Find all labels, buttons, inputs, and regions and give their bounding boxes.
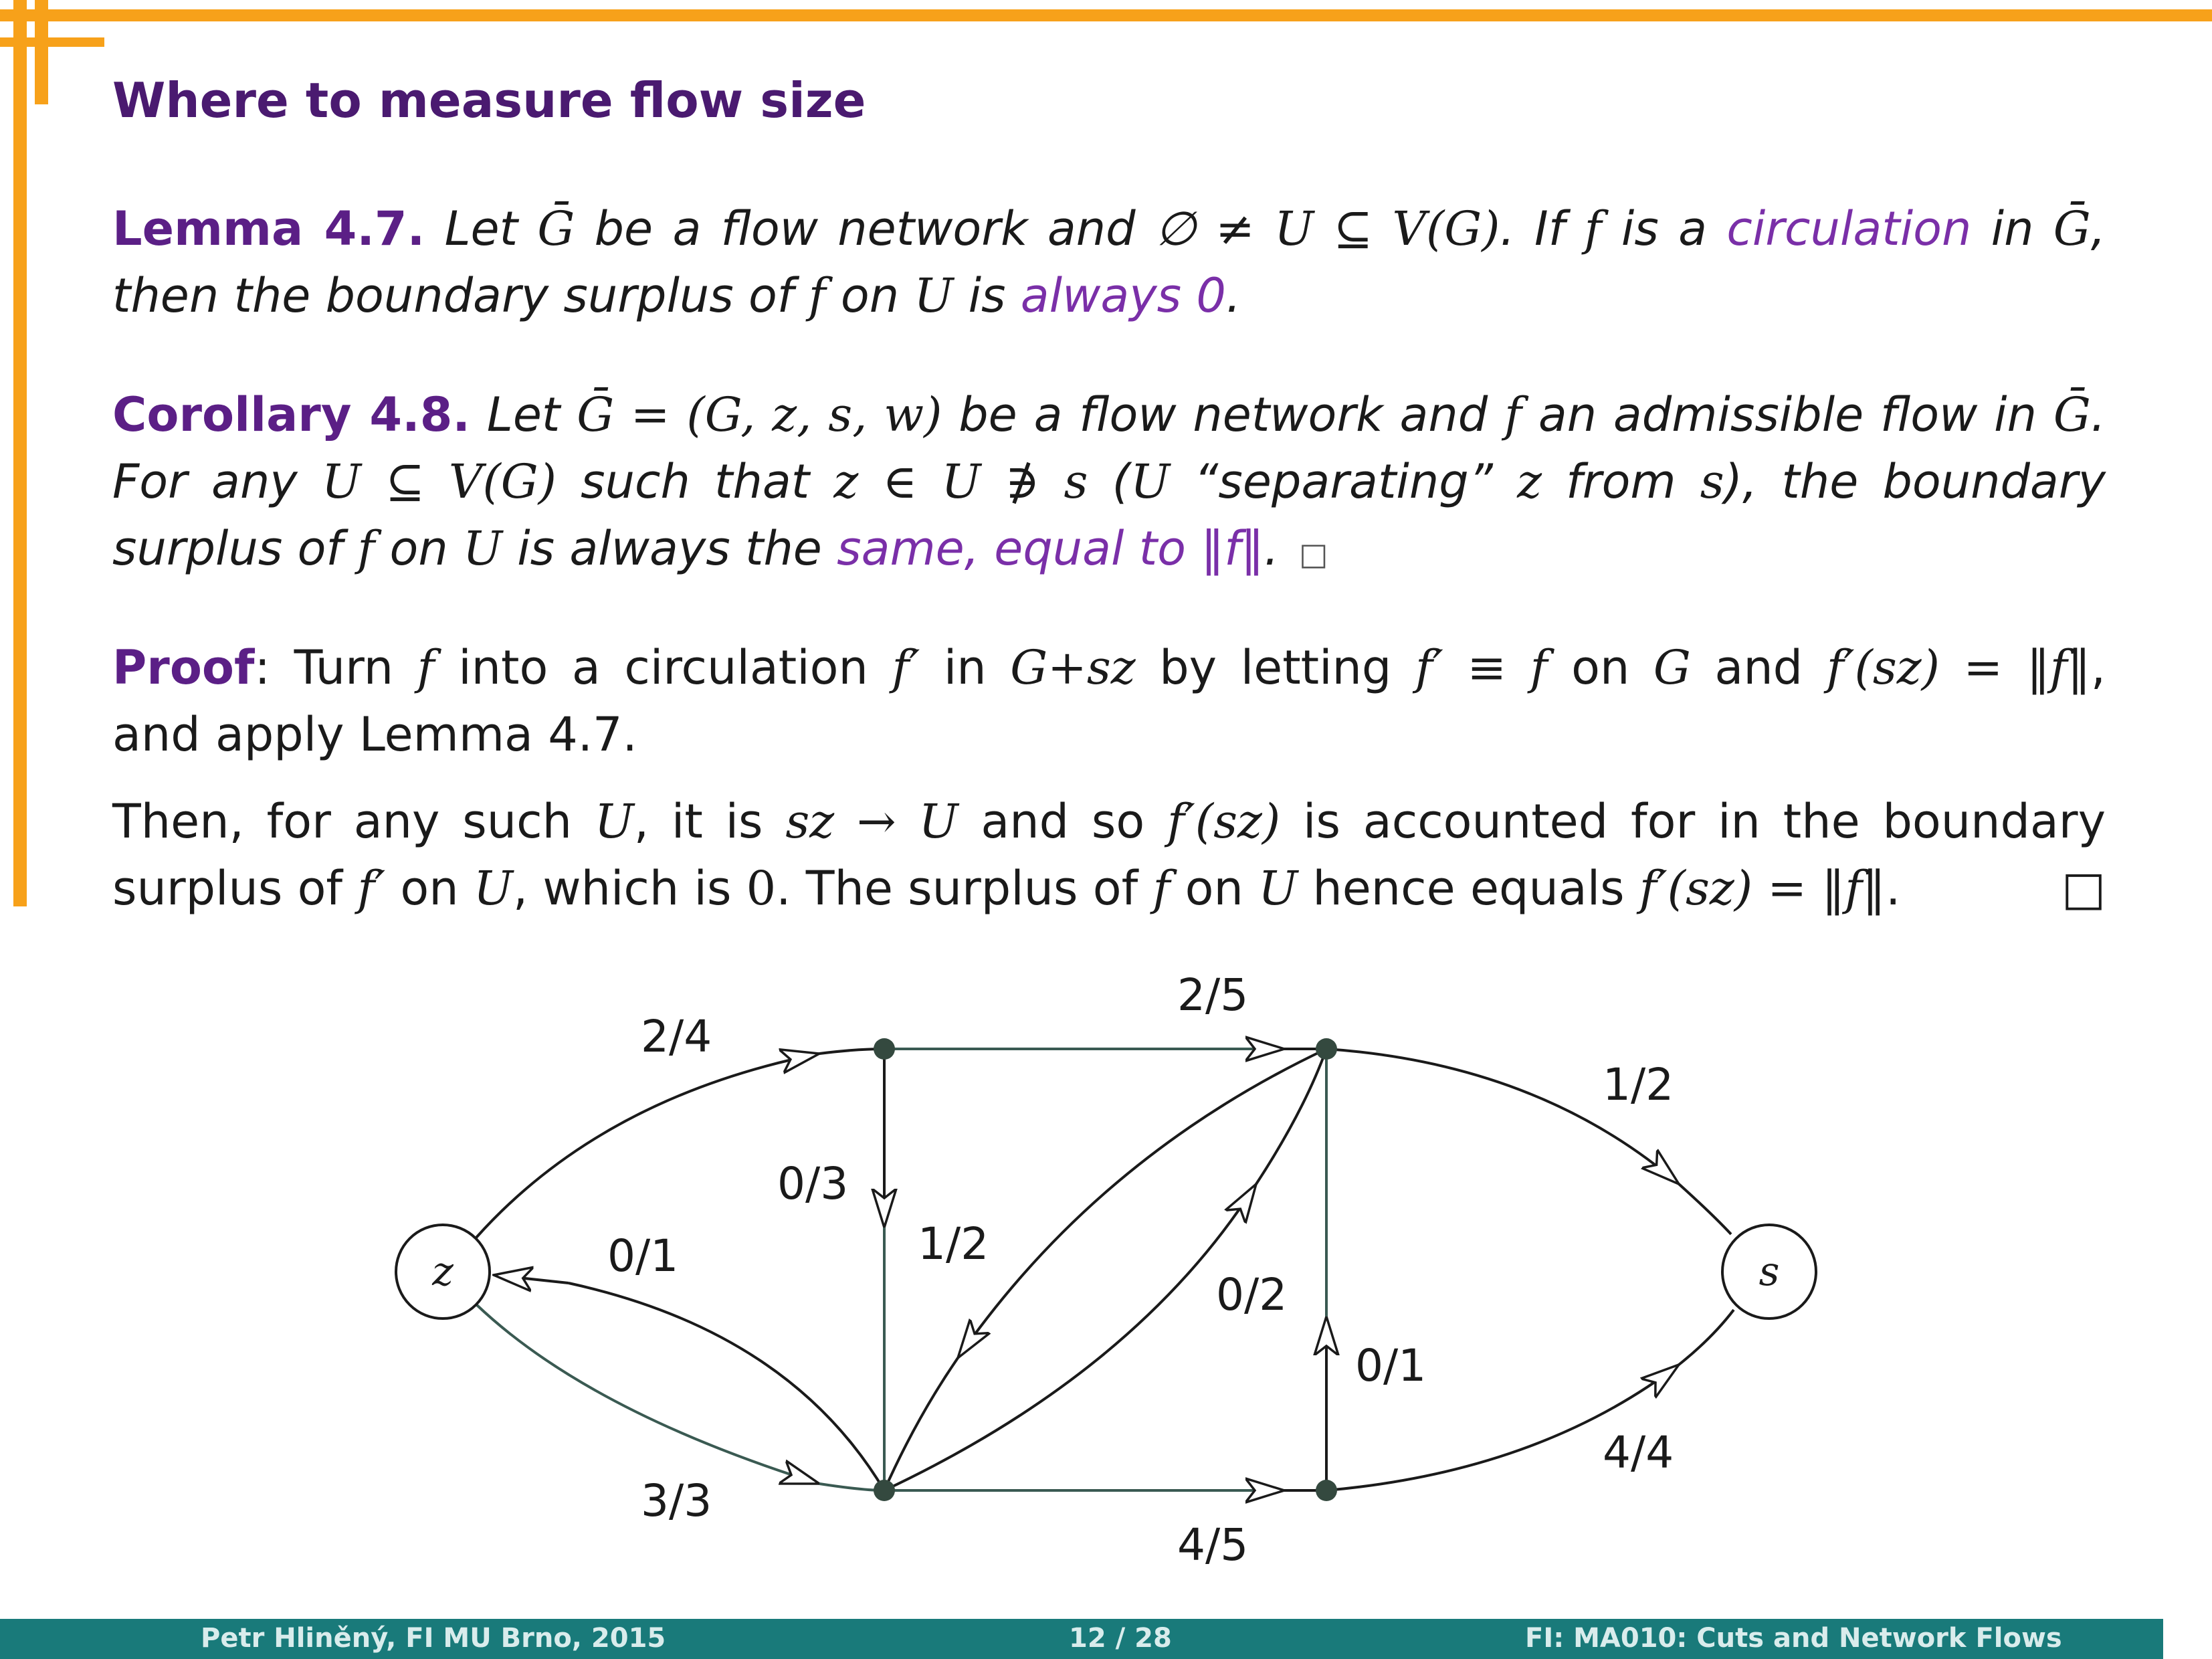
edge-label-b-z: 0/1: [607, 1230, 679, 1282]
lemma-highlight: always 0: [1020, 268, 1226, 323]
proof-text: on: [1170, 861, 1259, 916]
corollary-text: be a flow network and: [942, 387, 1505, 442]
lemma-label: Lemma 4.7.: [112, 201, 425, 256]
proof-text: on: [385, 861, 474, 916]
lemma-text: on: [825, 268, 914, 323]
vertex-a: [874, 1038, 895, 1060]
proof-label: Proof: [112, 640, 255, 695]
proof-math: U: [473, 861, 513, 916]
proof-text: hence equals: [1298, 861, 1639, 916]
proof-qed-icon: □: [2061, 861, 2106, 916]
proof-math: f: [417, 640, 435, 695]
lemma-text: Let: [444, 201, 538, 256]
proof-text: . The surplus of: [776, 861, 1153, 916]
proof-math: U: [1258, 861, 1298, 916]
corollary-math: s: [1700, 454, 1724, 509]
edge-label-a-b: 0/3: [777, 1158, 849, 1209]
proof-math: 0: [746, 861, 777, 916]
footer-bar: [0, 1619, 2163, 1659]
edge-label-b-c: 0/2: [1216, 1269, 1288, 1321]
vertex-c: [1316, 1038, 1337, 1060]
edge-label-c-s: 1/2: [1603, 1059, 1674, 1110]
proof-text: : Turn: [254, 640, 417, 695]
corollary-math: U: [1130, 454, 1170, 509]
lemma-math: ∅ ≠ U ⊆ V(G): [1154, 201, 1500, 256]
vertex-s-label: s: [1758, 1248, 1780, 1295]
corollary-text: such that: [557, 454, 834, 509]
edge-d-s-tail: [1679, 1310, 1734, 1365]
edge-label-z-b: 3/3: [641, 1475, 712, 1527]
edge-label-c-b: 1/2: [918, 1218, 989, 1270]
edge-z-b: [476, 1304, 819, 1484]
proof-math: f′(sz) = ‖f‖: [1639, 861, 1886, 916]
lemma-text: .: [1225, 268, 1241, 323]
corollary-math: f: [357, 521, 375, 576]
edge-b-c-tail: [1256, 1049, 1326, 1184]
proof-text: , it is: [633, 794, 786, 849]
footer-author: Petr Hliněný, FI MU Brno, 2015: [201, 1623, 666, 1654]
proof-text: and so: [958, 794, 1167, 849]
lemma-highlight: circulation: [1726, 201, 1972, 256]
corollary-math: z: [1517, 454, 1542, 509]
proof-math: G: [1653, 640, 1691, 695]
proof-text: into a circulation: [434, 640, 892, 695]
lemma-text: then the boundary surplus of: [112, 268, 809, 323]
lemma-text: be a flow network and: [575, 201, 1155, 256]
lemma-text: ,: [2090, 201, 2106, 256]
lemma-text: in: [1971, 201, 2053, 256]
lemma-text: is: [953, 268, 1021, 323]
proof-math: f: [1152, 861, 1171, 916]
edge-label-d-c: 0/1: [1355, 1340, 1427, 1391]
proof-math: f′(sz) = ‖f‖: [1826, 640, 2091, 695]
edge-z-a: [476, 1054, 819, 1238]
lemma-math: U: [914, 268, 954, 323]
lemma-text: . If: [1500, 201, 1585, 256]
proof-text: surplus of: [112, 861, 358, 916]
lemma-math: Ḡ: [2053, 201, 2091, 256]
proof-text: is accounted for in the boundary: [1280, 794, 2106, 849]
corollary-math: Ḡ = (G, z, s, w): [577, 387, 942, 442]
proof-math: sz → U: [785, 794, 959, 849]
corollary-text: .: [1264, 521, 1280, 576]
proof-math: f′ ≡ f: [1415, 640, 1548, 695]
corollary-math: U ⊆ V(G): [321, 454, 557, 509]
proof-text: Then, for any such: [112, 794, 595, 849]
lemma-math: f: [1584, 201, 1602, 256]
proof-text: and: [1690, 640, 1827, 695]
edge-label-d-s: 4/4: [1603, 1427, 1674, 1478]
corollary-highlight: same, equal to ‖f‖: [837, 521, 1264, 576]
slide-title: Where to measure flow size: [112, 72, 866, 128]
footer-course-title: FI: MA010: Cuts and Network Flows: [1525, 1623, 2062, 1654]
proof-text: by letting: [1135, 640, 1415, 695]
vertex-z-label: z: [432, 1248, 454, 1295]
corollary-text: For any: [112, 454, 322, 509]
edge-label-z-a: 2/4: [641, 1011, 712, 1062]
lemma-math: f: [808, 268, 826, 323]
corollary-text: is always the: [502, 521, 837, 576]
corollary-text: an admissible flow in: [1521, 387, 2053, 442]
corollary-text: Let: [486, 387, 577, 442]
corollary-text: from: [1541, 454, 1700, 509]
proof-math: f′(sz): [1167, 794, 1281, 849]
proof-line-2: and apply Lemma 4.7.: [112, 707, 637, 762]
corollary-math: z ∈ U ∌ s: [833, 454, 1088, 509]
corollary-text: (: [1088, 454, 1130, 509]
corollary-text: surplus of: [112, 521, 358, 576]
proof-math: f′: [892, 640, 920, 695]
edge-label-a-c: 2/5: [1177, 969, 1249, 1021]
proof-text: on: [1547, 640, 1653, 695]
edge-b-z: [569, 1283, 884, 1490]
proof-text: .: [1886, 861, 1901, 916]
corollary-text: on: [375, 521, 463, 576]
proof-math: f′: [357, 861, 386, 916]
lemma-math: Ḡ: [537, 201, 575, 256]
corollary-math: U: [462, 521, 502, 576]
corollary-text: .: [2090, 387, 2106, 442]
proof-text: in: [920, 640, 1011, 695]
vertex-b: [874, 1480, 895, 1501]
proof-text: ,: [2090, 640, 2106, 695]
corollary-math: Ḡ: [2053, 387, 2091, 442]
corollary-label: Corollary 4.8.: [112, 387, 470, 442]
proof-math: G+sz: [1010, 640, 1136, 695]
edge-c-s-tail: [1679, 1184, 1731, 1234]
vertex-d: [1316, 1480, 1337, 1501]
edge-b-z-head: [494, 1275, 569, 1283]
proof-text: , which is: [512, 861, 746, 916]
corollary-text: “separating”: [1169, 454, 1518, 509]
edge-c-b-tail: [884, 1358, 958, 1490]
lemma-text: is a: [1601, 201, 1727, 256]
corollary-text: ), the boundary: [1724, 454, 2106, 509]
footer-page-number: 12 / 28: [1069, 1623, 1172, 1654]
proof-math: U: [594, 794, 634, 849]
edge-label-b-d: 4/5: [1177, 1519, 1249, 1571]
corollary-math: f: [1504, 387, 1522, 442]
corollary-qed-icon: □: [1299, 536, 1328, 572]
